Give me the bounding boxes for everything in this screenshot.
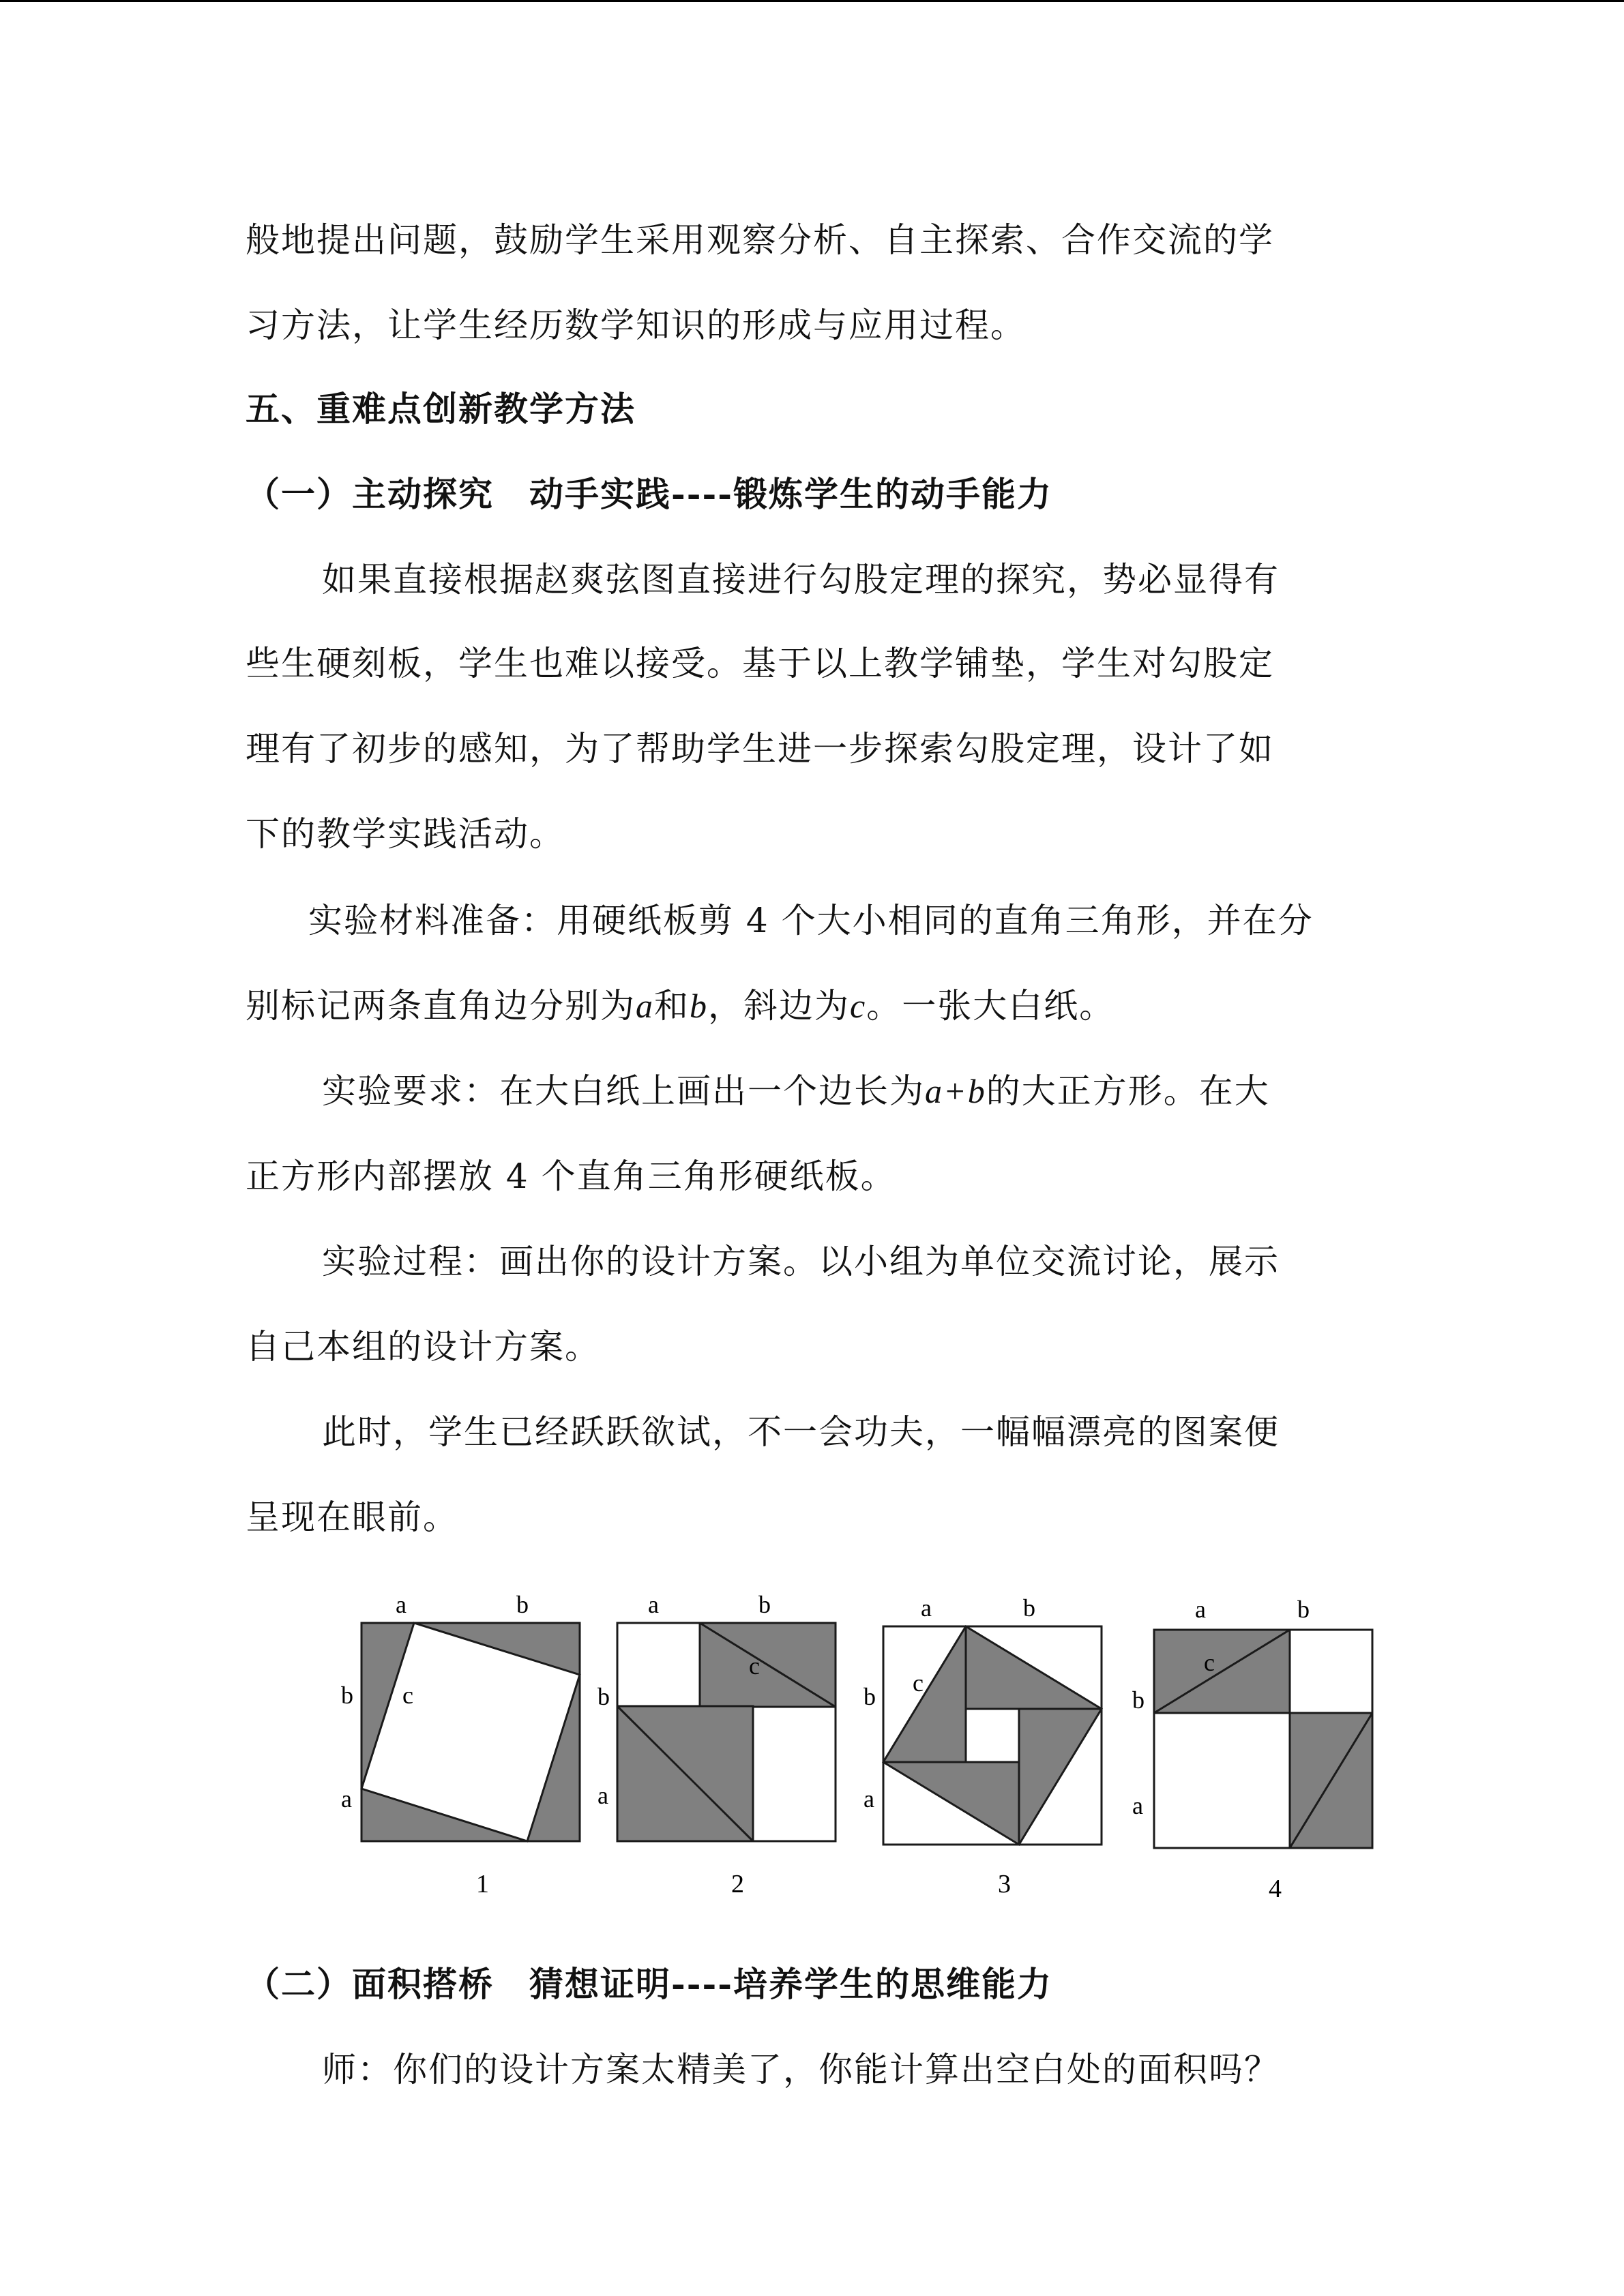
label-a: a [921,1594,932,1622]
label-a: a [396,1591,407,1618]
paragraph-line [322,1069,1270,1113]
paragraph-line: 般地提出问题，鼓励学生采用观察分析、自主探索、合作交流的学 [246,220,1274,260]
paragraph-line: 实验过程：画出你的设计方案。以小组为单位交流讨论，展示 [322,1242,1280,1281]
subsection-heading-2: （二）面积搭桥 猜想证明----培养学生的思维能力 [246,1964,1053,2004]
variable-c: c [850,987,867,1025]
text-run: 实验要求：在大白纸上画出一个边长为 [322,1071,925,1111]
paragraph-line: 师：你们的设计方案太精美了，你能计算出空白处的面积吗？ [322,2050,1280,2089]
paragraph-line: 呈现在眼前。 [246,1497,458,1537]
text-run: 。一张大白纸。 [866,986,1115,1026]
label-a: a [1132,1792,1143,1819]
paragraph-line: 些生硬刻板，学生也难以接受。基于以上教学铺垫，学生对勾股定 [246,644,1274,683]
paragraph-line: 理有了初步的感知，为了帮助学生进一步探索勾股定理，设计了如 [246,729,1274,769]
arrangement-3 [863,1594,1102,1898]
center-hole [966,1709,1019,1762]
label-a: a [1195,1596,1206,1623]
caption-3: 3 [998,1870,1011,1898]
label-a: a [648,1591,659,1618]
paragraph-line [246,984,1114,1028]
arrangement-4 [1132,1596,1372,1903]
label-c: c [402,1682,413,1709]
section-heading: 五、重难点创新教学方法 [246,389,636,429]
label-a: a [863,1785,874,1813]
arrangement-2 [597,1591,836,1898]
label-c: c [749,1652,760,1680]
label-b: b [1023,1594,1035,1622]
label-b: b [758,1591,771,1618]
expression-a-plus-b: a+b [925,1072,986,1110]
label-b: b [1297,1596,1310,1623]
arrangement-figure [327,1582,1391,1923]
subsection-heading-1: （一）主动探究 动手实践----锻炼学生的动手能力 [246,474,1053,514]
arrangement-1 [341,1591,580,1898]
label-a: a [341,1785,352,1813]
variable-a: a [636,987,654,1025]
caption-2: 2 [731,1870,744,1898]
top-rule [0,0,1624,2]
label-c: c [1204,1649,1215,1676]
paragraph-line: 此时，学生已经跃跃欲试，不一会功夫，一幅幅漂亮的图案便 [322,1412,1280,1452]
label-a: a [597,1782,608,1809]
label-b: b [341,1682,353,1709]
label-b: b [1132,1686,1145,1714]
label-b: b [516,1591,529,1618]
paragraph-line: 下的教学实践活动。 [246,814,565,854]
text-run: 别标记两条直角边分别为 [246,986,636,1026]
text-run: ，斜边为 [708,986,850,1026]
paragraph-line: 实验材料准备：用硬纸板剪 4 个大小相同的直角三角形，并在分 [308,901,1314,940]
paragraph-line: 正方形内部摆放 4 个直角三角形硬纸板。 [246,1157,896,1196]
text-run: 的大正方形。在大 [986,1071,1270,1111]
caption-4: 4 [1269,1875,1282,1903]
text-run: 和 [654,986,690,1026]
paragraph-line: 习方法，让学生经历数学知识的形成与应用过程。 [246,305,1026,345]
paragraph-line: 自己本组的设计方案。 [246,1327,600,1367]
variable-b: b [690,987,708,1025]
label-c: c [913,1669,924,1697]
label-b: b [863,1683,876,1710]
paragraph-line: 如果直接根据赵爽弦图直接进行勾股定理的探究，势必显得有 [322,560,1280,599]
label-b: b [597,1683,610,1710]
caption-1: 1 [476,1870,489,1898]
